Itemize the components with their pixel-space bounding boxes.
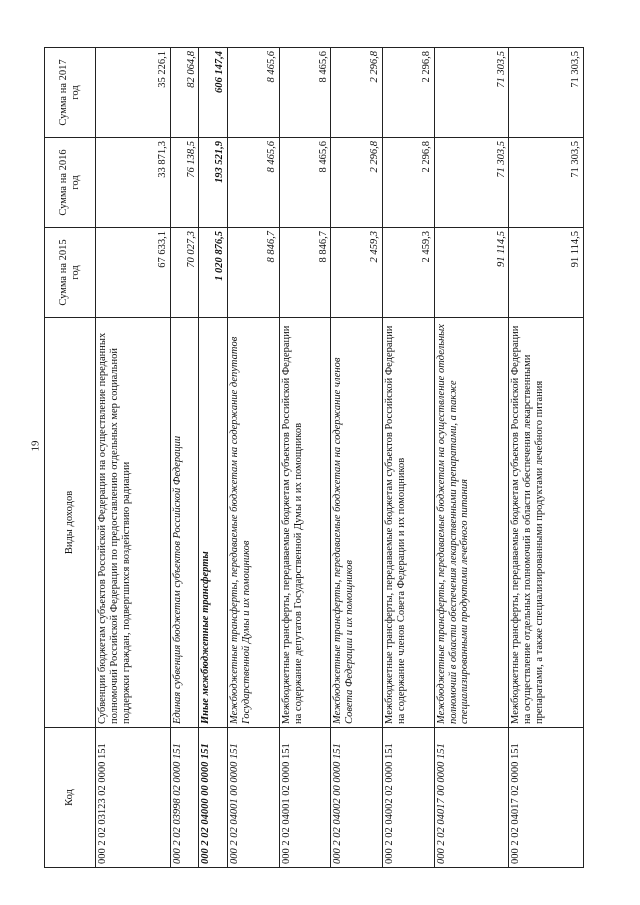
header-2016: Сумма на 2016 год [45, 138, 96, 228]
header-2015: Сумма на 2015 год [45, 228, 96, 318]
row-sum-2017: 8 465,6 [279, 48, 331, 138]
row-sum-2015: 91 114,5 [509, 228, 584, 318]
table-row [331, 48, 383, 868]
row-description: Иные межбюджетные трансферты [199, 318, 228, 728]
row-sum-2017: 71 303,5 [434, 48, 509, 138]
row-sum-2017: 82 064,8 [170, 48, 199, 138]
row-description: Субвенции бюджетам субъектов Российской Федерации на осуществление переданных полномочий Российской Федерации по предоставлению отдельных мер социальной поддержки граждан, подвергшихся воздействию радиации [96, 318, 171, 728]
table-row [434, 48, 509, 868]
row-sum-2016: 193 521,9 [199, 138, 228, 228]
table-row [509, 48, 584, 868]
page-number: 19 [29, 440, 42, 452]
header-code: Код [45, 728, 96, 868]
row-sum-2015: 8 846,7 [279, 228, 331, 318]
row-sum-2016: 71 303,5 [434, 138, 509, 228]
table-row [383, 48, 435, 868]
header-2017: Сумма на 2017 год [45, 48, 96, 138]
row-code: 000 2 02 03123 02 0000 151 [96, 728, 171, 868]
row-sum-2016: 8 465,6 [279, 138, 331, 228]
row-sum-2017: 8 465,6 [228, 48, 280, 138]
revenue-table [44, 47, 584, 868]
row-code: 000 2 02 04002 02 0000 151 [383, 728, 435, 868]
table-row [96, 48, 171, 868]
row-sum-2015: 2 459,3 [331, 228, 383, 318]
table-row [279, 48, 331, 868]
row-description: Межбюджетные трансферты, передаваемые бюджетам субъектов Российской Федерации на содержание депутатов Государственной Думы и их помощников [279, 318, 331, 728]
table-row [170, 48, 199, 868]
row-code: 000 2 02 03998 02 0000 151 [170, 728, 199, 868]
row-sum-2017: 35 226,1 [96, 48, 171, 138]
row-code: 000 2 02 04001 00 0000 151 [228, 728, 280, 868]
table-row [199, 48, 228, 868]
row-code: 000 2 02 04017 00 0000 151 [434, 728, 509, 868]
row-sum-2015: 70 027,3 [170, 228, 199, 318]
header-description: Виды доходов [45, 318, 96, 728]
row-sum-2017: 71 303,5 [509, 48, 584, 138]
row-description: Межбюджетные трансферты, передаваемые бюджетам субъектов Российской Федерации на осуществление отдельных полномочий в области обеспечения лекарственными препаратами, а также специализированными продуктами лечебного питания [509, 318, 584, 728]
row-sum-2015: 67 633,1 [96, 228, 171, 318]
row-code: 000 2 02 04002 00 0000 151 [331, 728, 383, 868]
row-description: Межбюджетные трансферты, передаваемые бюджетам на осуществление отдельных полномочий в области обеспечения лекарственными препаратами, а также специализированными продуктами лечебного питания [434, 318, 509, 728]
table-row [228, 48, 280, 868]
row-sum-2015: 91 114,5 [434, 228, 509, 318]
row-description: Межбюджетные трансферты, передаваемые бюджетам субъектов Российской Федерации на содержание членов Совета Федерации и их помощников [383, 318, 435, 728]
row-code: 000 2 02 04000 00 0000 151 [199, 728, 228, 868]
row-code: 000 2 02 04017 02 0000 151 [509, 728, 584, 868]
row-sum-2016: 71 303,5 [509, 138, 584, 228]
table-header-row [45, 48, 96, 868]
row-code: 000 2 02 04001 02 0000 151 [279, 728, 331, 868]
rotated-table-container [44, 48, 584, 868]
row-description: Единая субвенция бюджетам субъектов Российской Федерации [170, 318, 199, 728]
row-sum-2016: 2 296,8 [331, 138, 383, 228]
row-sum-2016: 33 871,3 [96, 138, 171, 228]
row-description: Межбюджетные трансферты, передаваемые бюджетам на содержание депутатов Государственной Думы и их помощников [228, 318, 280, 728]
row-sum-2016: 2 296,8 [383, 138, 435, 228]
row-sum-2016: 76 138,5 [170, 138, 199, 228]
row-sum-2015: 1 020 876,5 [199, 228, 228, 318]
row-sum-2017: 2 296,8 [383, 48, 435, 138]
row-sum-2017: 606 147,4 [199, 48, 228, 138]
row-sum-2016: 8 465,6 [228, 138, 280, 228]
row-description: Межбюджетные трансферты, передаваемые бюджетам на содержание членов Совета Федерации и их помощников [331, 318, 383, 728]
row-sum-2017: 2 296,8 [331, 48, 383, 138]
row-sum-2015: 8 846,7 [228, 228, 280, 318]
row-sum-2015: 2 459,3 [383, 228, 435, 318]
